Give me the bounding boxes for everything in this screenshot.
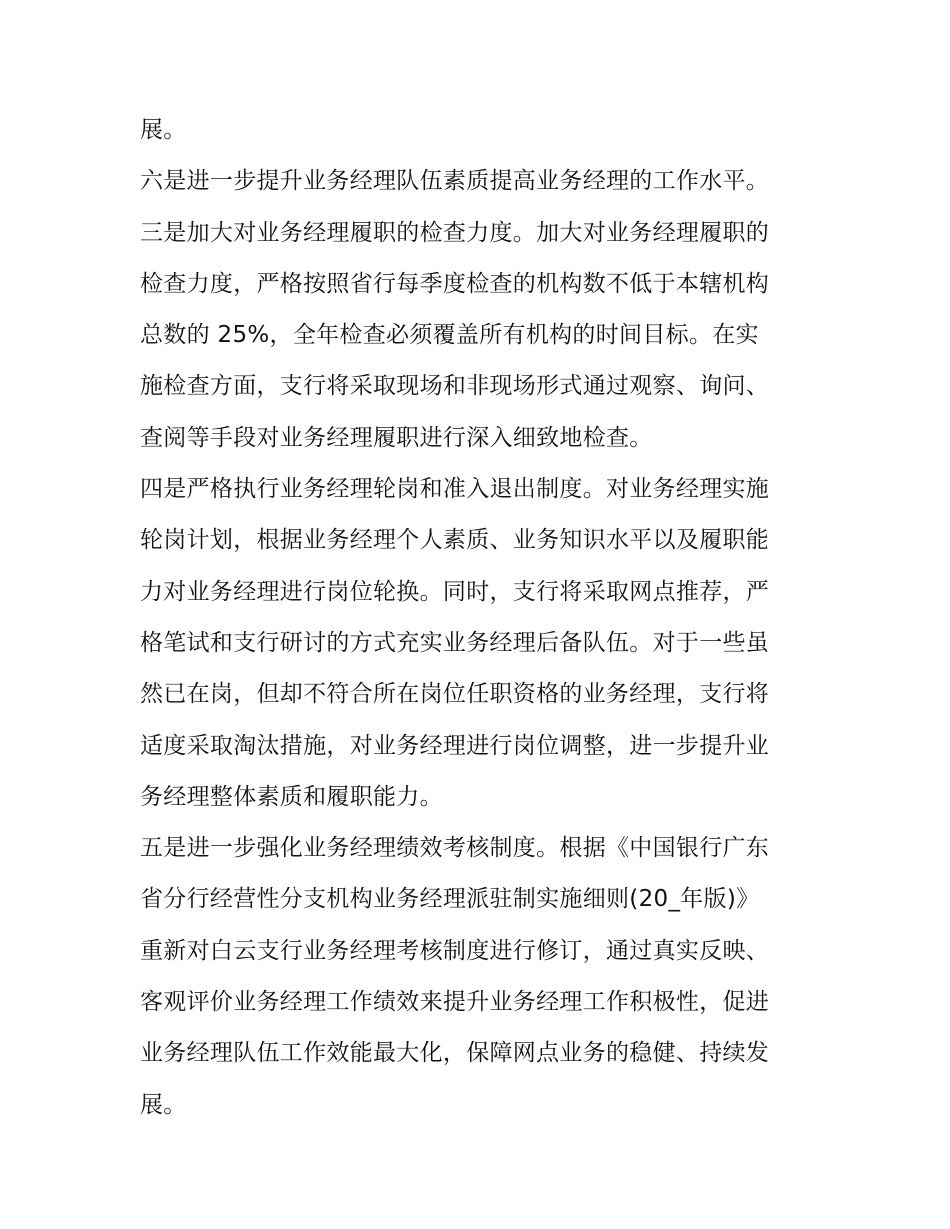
text-line: 展。: [140, 1091, 187, 1118]
text-line: 适度采取淘汰措施，对业务经理进行岗位调整，进一步提升业: [140, 732, 770, 759]
text-line: 格笔试和支行研讨的方式充实业务经理后备队伍。对于一些虽: [140, 629, 770, 656]
text-line: 三是加大对业务经理履职的检查力度。加大对业务经理履职的: [140, 219, 770, 246]
text-line: 然已在岗，但却不符合所在岗位任职资格的业务经理，支行将: [140, 681, 770, 708]
text-line: 检查力度，严格按照省行每季度检查的机构数不低于本辖机构: [140, 270, 770, 297]
text-line: 轮岗计划，根据业务经理个人素质、业务知识水平以及履职能: [140, 527, 770, 554]
text-line: 客观评价业务经理工作绩效来提升业务经理工作积极性，促进: [140, 989, 770, 1016]
text-line: 五是进一步强化业务经理绩效考核制度。根据《中国银行广东: [140, 835, 770, 862]
text-line: 务经理整体素质和履职能力。: [140, 783, 443, 810]
text-line: 四是严格执行业务经理轮岗和准入退出制度。对业务经理实施: [140, 476, 770, 503]
text-line: 省分行经营性分支机构业务经理派驻制实施细则(20_年版)》: [140, 886, 760, 913]
text-line: 重新对白云支行业务经理考核制度进行修订，通过真实反映、: [140, 937, 770, 964]
text-line: 施检查方面，支行将采取现场和非现场形式通过观察、询问、: [140, 373, 770, 400]
text-line: 总数的 25%，全年检查必须覆盖所有机构的时间目标。在实: [140, 322, 759, 349]
text-line: 力对业务经理进行岗位轮换。同时，支行将采取网点推荐，严: [140, 578, 770, 605]
document-body: [140, 105, 820, 1131]
text-line: 查阅等手段对业务经理履职进行深入细致地检查。: [140, 424, 653, 451]
text-line: 业务经理队伍工作效能最大化，保障网点业务的稳健、持续发: [140, 1040, 770, 1067]
text-line: 展。: [140, 117, 187, 143]
text-line: 六是进一步提升业务经理队伍素质提高业务经理的工作水平。: [140, 168, 770, 195]
